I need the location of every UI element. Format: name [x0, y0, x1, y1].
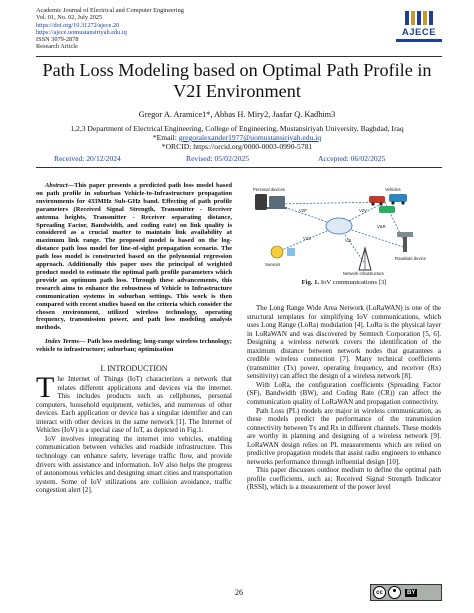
figure-caption [247, 279, 441, 286]
personal-devices-icon [255, 194, 287, 210]
intro-paragraph-2: IoV involves integrating the internet into vehicles, enabling communication between vehicles and roadside infrastructure. This technology can enhance safety, leverage traffic flow, and provide drivers with assistance and information. IoV also helps the progress of autonomous vehicles and designing smart cities and transportation system. Some of IoV utilizations are collision avoidance, traffic congestion alert [2]. [36, 434, 232, 495]
email-line [20, 133, 454, 142]
abstract [36, 182, 232, 332]
right-paragraph-2: With LoRa, the configuration coefficients (Spreading Factor (SF), Bandwidth (BW), and Coding Rate (CR)) can affect the communication quality of LoRaWAN and propagation connectivity. [247, 380, 441, 407]
introduction-text [36, 371, 232, 495]
label-roadside: Roadside device [395, 256, 426, 261]
title-line-1: Path Loss Modeling based on Optimal Path Profile in [42, 60, 432, 80]
label-personal-devices: Personal devices [253, 187, 285, 192]
dates-divider [36, 167, 442, 168]
label-v2p: V2P [299, 208, 307, 213]
right-body-text [247, 304, 441, 492]
doi-link[interactable]: https://doi.org/10.31272/ajece.20 [36, 21, 120, 29]
page-number: 26 [235, 588, 243, 597]
roadside-device-icon [397, 232, 413, 252]
section-heading-introduction: I. INTRODUCTION [100, 364, 168, 374]
author-list: Gregor A. Aramice1*, Abbas H. Miry2, Jaafar Q. Kadhim3 [138, 110, 336, 119]
cloud-hub-icon [326, 218, 352, 234]
journal-logo [396, 9, 442, 53]
abstract-body: —This paper presents a predicted path loss model based on path profile in suburban Vehicle-to-Infrastructure propagation environments for 433MHz Sub-GHz band. Effecting of path profile parameters (Received Signal Strength, Transmitter - Receiver antenna heights, Transmitter - Receiver separating distance, Spreading Factor, Bandwidth, and coding rate) on link quality is considered as a crucial matter to maintain link availability at maximum link range. The proposed model is based on the log-distance path loss model for line-of-sight propagation scenario. The path loss model is constructed based on the polynomial regression approach. Additionally this paper uses the principal of weighted product model to estimate the optimal path profile parameters which provide an optimum path loss. Through these advancements, this research aims to enhance the robustness of Vehicle to Infrastructure communication systems in suburban settings. This work is then compared with recent studies based on the criteria which consider the chosen environment, utilized wireless technology, operating frequency, transmission power, and path loss modeling analysis methods. [36, 182, 232, 332]
left-column [36, 182, 232, 495]
revised-date: Revised: 05/02/2025 [186, 154, 250, 163]
cc-icon: cc [373, 586, 386, 599]
affiliation: 1,2,3 Department of Electrical Engineering, College of Engineering, Mustansiriyah University, Baghdad, Iraq [70, 124, 404, 133]
figure-caption-text: IoV communications [3] [319, 279, 387, 286]
logo-underline [396, 39, 442, 42]
right-paragraph-3: Path Loss (PL) models are major in wireless communication, as these models predict the performance of the transmission connectivity between Tx and Rx in different channels. These models are worthy in planning and designing of a wireless network [9]. LoRaWAN design relies on PL measurements which are relied on predictive propagation models that assist radio engineers to enhance networks performance through influential design [10]. [247, 406, 441, 466]
page-footer [36, 582, 442, 604]
figure-caption-label: Fig. 1. [301, 279, 320, 286]
title-line-2: V2I Environment [173, 81, 301, 101]
logo-mark [396, 11, 442, 25]
accepted-date: Accepted: 06/02/2025 [318, 154, 386, 163]
orcid-line: *ORCID: https://orcid.org/0000-0003-0990-5781 [161, 142, 313, 151]
right-paragraph-4: This paper discusses outdoor medium to define the optimal path profile coefficients, such as; Received Signal Strength Indicator (RSSI), which is a measurement of the power level [247, 466, 441, 492]
label-sensors: Sensors [265, 262, 281, 267]
journal-name: Academic Journal of Electrical and Computer Engineering [36, 7, 184, 14]
attribution-icon [388, 586, 401, 599]
label-v2v: V2V [359, 208, 367, 213]
label-v2s: V2S [303, 236, 311, 241]
right-column [247, 182, 441, 492]
intro-paragraph-1-body: he Internet of Things (IoT) characterizes a network that relates different applications and devices via the internet. This includes products such as cellphones, personal computers, household equipment, vehicles, and numerous of other devices. Each application or device has a singular identifier and can interact with other devices in the same network [1]. The Internet of Vehicles (IoV) is a special case of IoT, as depicted in Fig.1. [36, 375, 232, 435]
label-v2r: V&R [377, 224, 386, 229]
email-link[interactable]: gregoralexander1977@uomustansiriyah.edu.iq [178, 133, 322, 142]
sensors-icon [271, 246, 295, 258]
label-network: Network infrastructure [343, 271, 384, 276]
label-vehicles: Vehicles [385, 187, 401, 192]
paper-title [20, 60, 454, 102]
received-date: Received: 20/12/2024 [54, 154, 121, 163]
label-v2i: V2I [345, 238, 352, 243]
index-terms-label: Index Terms [45, 338, 79, 346]
drop-cap: T [36, 371, 55, 405]
issn: ISSN 3079-2878 [36, 36, 79, 44]
affiliation-block [20, 124, 454, 151]
network-infrastructure-icon [359, 248, 371, 270]
logo-text: AJECE [401, 27, 437, 38]
figure-iov-communications [247, 182, 441, 276]
vehicles-icon [369, 194, 407, 213]
index-terms-body: — Path loss modeling; long-range wireless technology; vehicle to infrastructure; suburban; optimization [36, 338, 232, 354]
iov-diagram [247, 182, 441, 276]
journal-header [36, 7, 184, 51]
header-divider [36, 56, 442, 57]
intro-paragraph-1 [36, 371, 232, 435]
journal-url-link[interactable]: https://ajece.uomustansiriyah.edu.iq [36, 28, 127, 36]
article-type: Research Article [36, 43, 78, 51]
journal-volume: Vol. 01, No. 02, July 2025 [36, 14, 103, 22]
index-terms [36, 338, 232, 354]
cc-license-badge[interactable] [370, 584, 442, 601]
email-label: *Email: [152, 133, 179, 142]
cc-by-label: BY [407, 589, 416, 596]
right-paragraph-1: The Long Range Wide Area Network (LoRaWAN) is one of the structural templates for simplifying IoV communications, which uses Long Range (LoRa) modulation [4]. LoRa is the physical layer in LoRaWAN and was discovered by Semtech Corporation [5, 6]. Designing a wireless network covers the identification of the maximum distance between network nodes that guarantees a credible wireless connection [7]. Many technical coefficients (transmitter (Tx) power, operating frequency, and receiver (Rx) sensitivity) can affect the design of a wireless network [8]. [247, 304, 441, 381]
abstract-label: Abstract [45, 182, 68, 189]
